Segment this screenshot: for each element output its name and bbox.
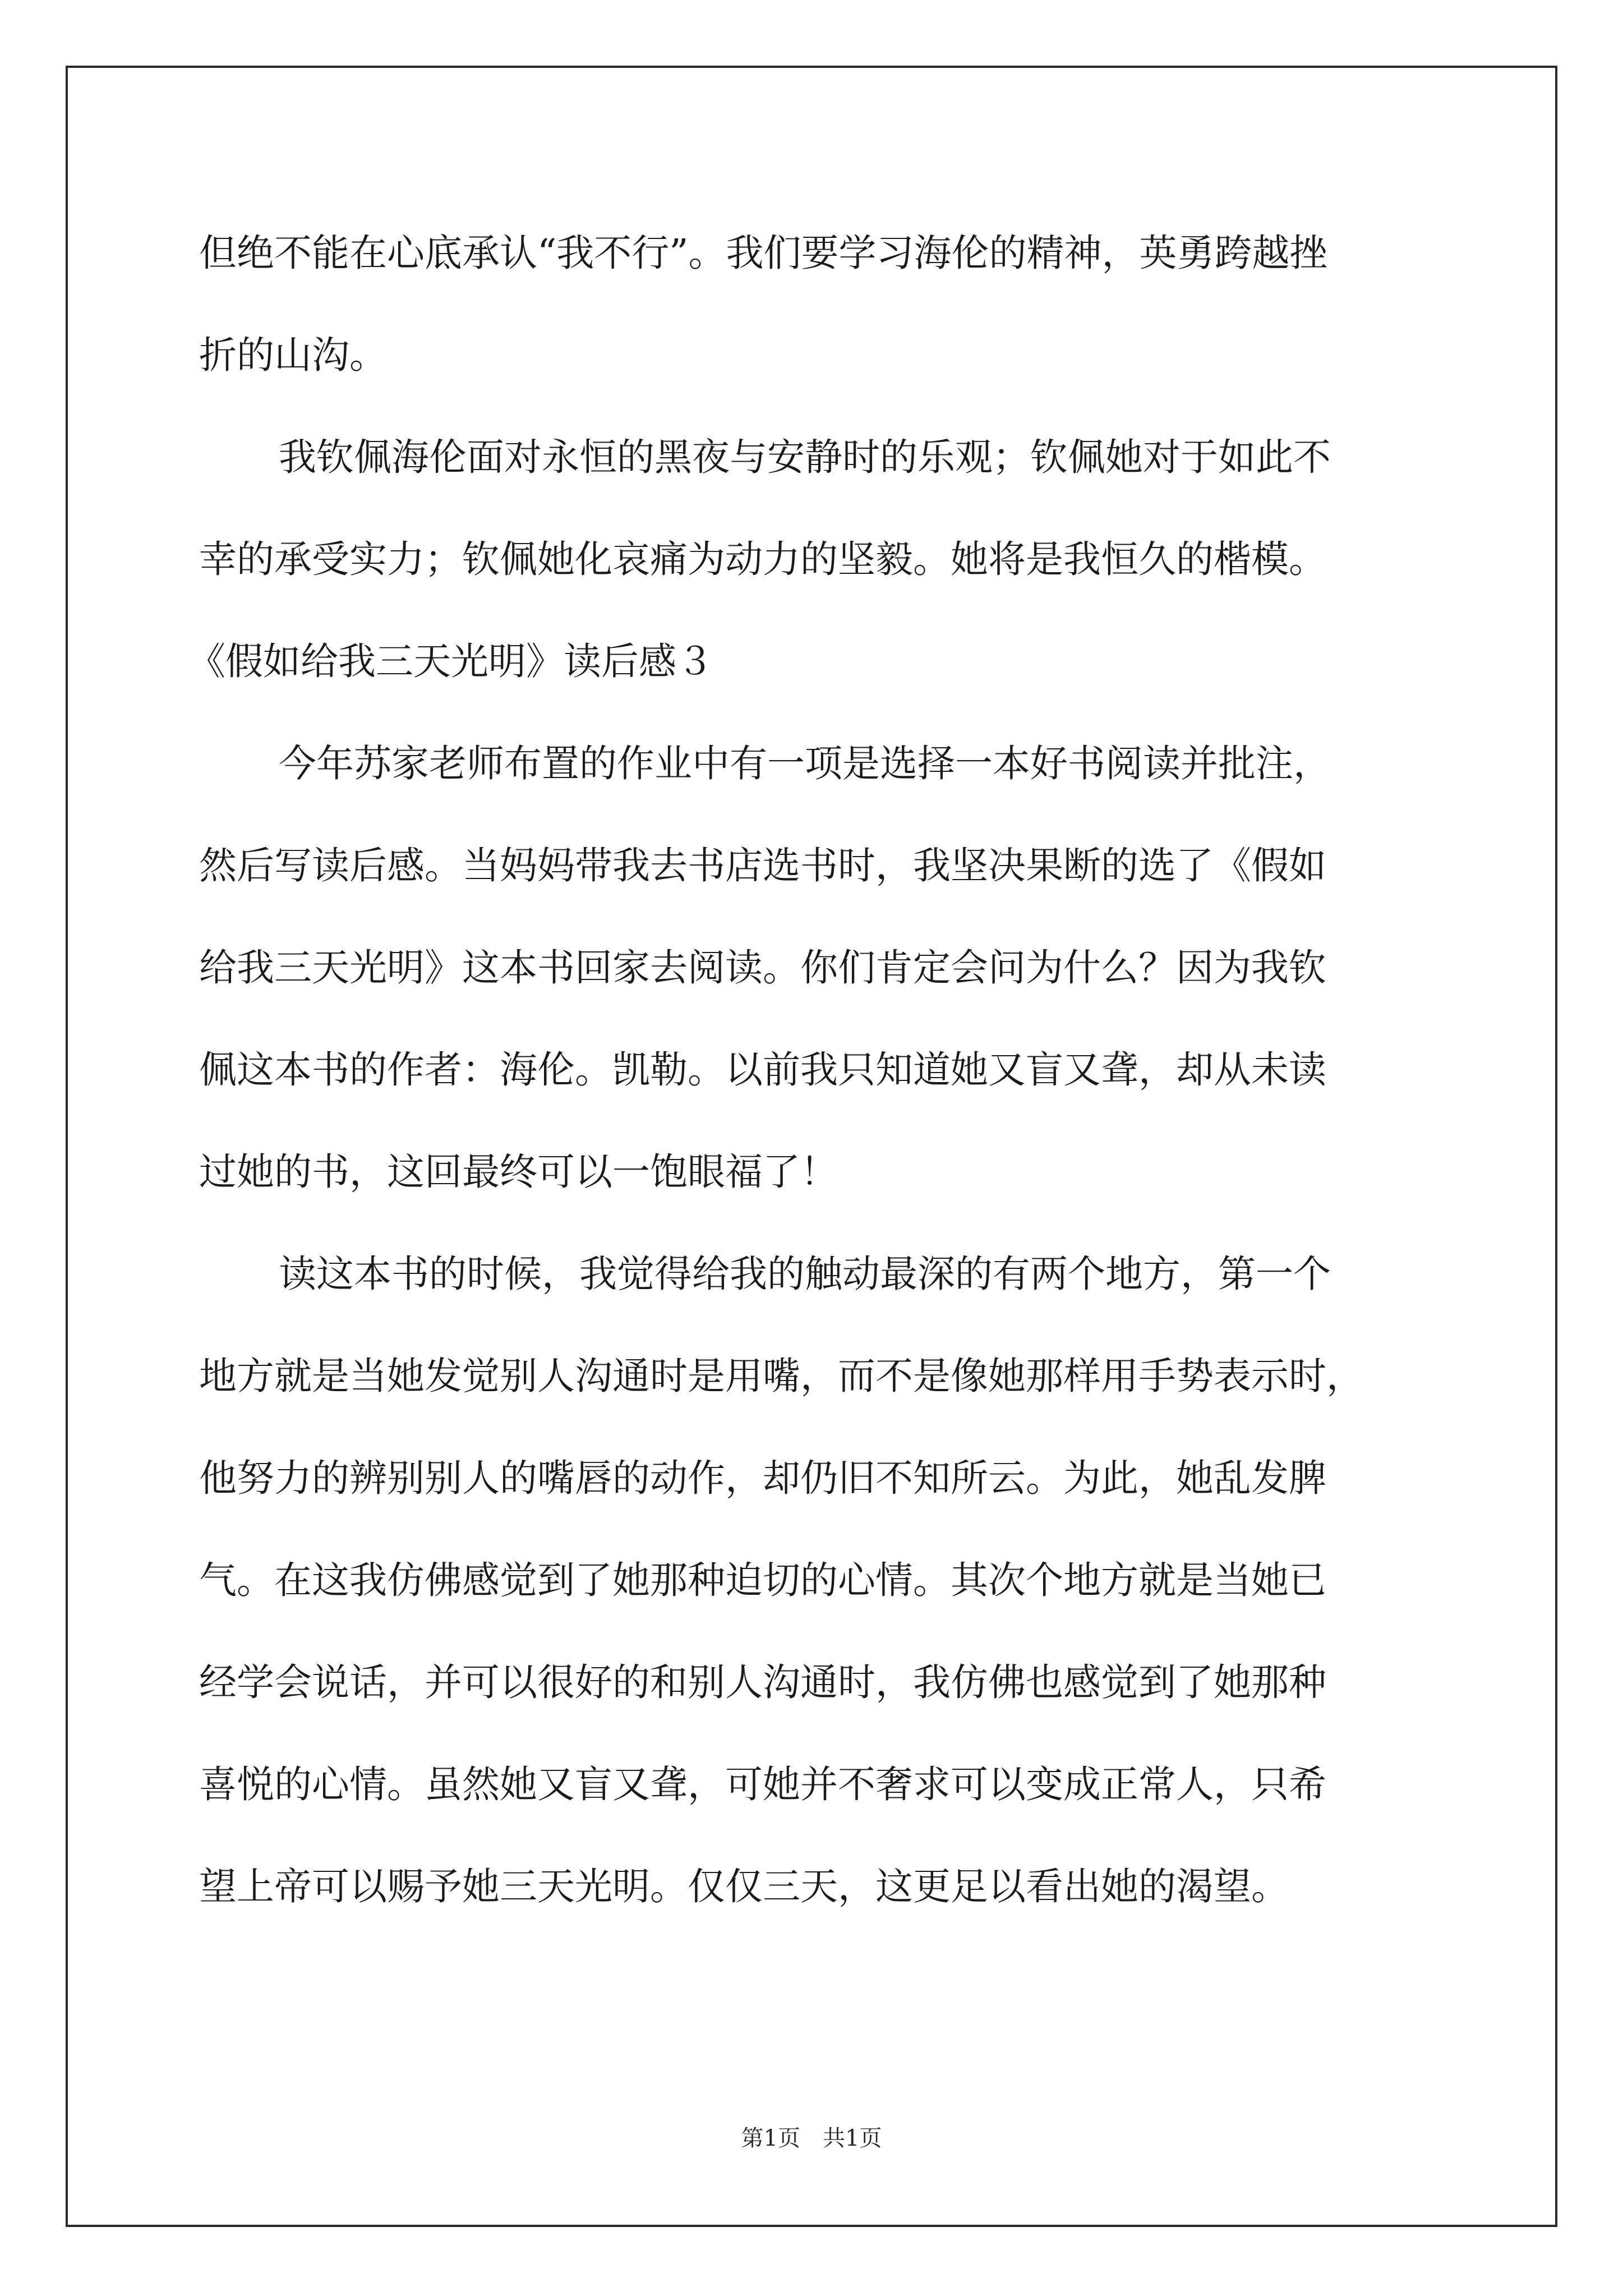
document-body <box>188 202 1455 1938</box>
page-footer <box>0 2120 1623 2152</box>
text-line: 折的山沟。 <box>199 333 387 377</box>
section-heading: 《假如给我三天光明》读后感３ <box>188 639 714 683</box>
text-line: 望上帝可以赐予她三天光明。仅仅三天，这更足以看出她的渴望。 <box>199 1865 1289 1908</box>
paragraph-start-line: 今年苏家老师布置的作业中有一项是选择一本好书阅读并批注， <box>279 742 1331 785</box>
paragraph-start-line: 我钦佩海伦面对永恒的黑夜与安静时的乐观；钦佩她对于如此不 <box>279 435 1331 479</box>
text-line: 喜悦的心情。虽然她又盲又聋，可她并不奢求可以变成正常人，只希 <box>199 1763 1326 1806</box>
text-line: 地方就是当她发觉别人沟通时是用嘴，而不是像她那样用手势表示时， <box>199 1354 1364 1398</box>
text-line: 佩这本书的作者：海伦。凯勒。以前我只知道她又盲又聋，却从未读 <box>199 1048 1326 1092</box>
text-line: 给我三天光明》这本书回家去阅读。你们肯定会问为什么？因为我钦 <box>199 946 1326 990</box>
paragraph-start-line: 读这本书的时候，我觉得给我的触动最深的有两个地方，第一个 <box>279 1252 1331 1296</box>
text-line: 气。在这我仿佛感觉到了她那种迫切的心情。其次个地方就是当她已 <box>199 1558 1326 1602</box>
page-number: 第1页 <box>741 2125 800 2151</box>
text-line: 然后写读后感。当妈妈带我去书店选书时，我坚决果断的选了《假如 <box>199 844 1326 887</box>
page-total: 共1页 <box>823 2125 882 2151</box>
text-line: 幸的承受实力；钦佩她化哀痛为动力的坚毅。她将是我恒久的楷模。 <box>199 537 1326 581</box>
text-line: 经学会说话，并可以很好的和别人沟通时，我仿佛也感觉到了她那种 <box>199 1660 1326 1704</box>
text-line: 过她的书，这回最终可以一饱眼福了！ <box>199 1150 838 1194</box>
text-line: 但绝不能在心底承认“我不行”。我们要学习海伦的精神，英勇跨越挫 <box>199 231 1327 275</box>
text-line: 他努力的辨别别人的嘴唇的动作，却仍旧不知所云。为此，她乱发脾 <box>199 1456 1326 1500</box>
